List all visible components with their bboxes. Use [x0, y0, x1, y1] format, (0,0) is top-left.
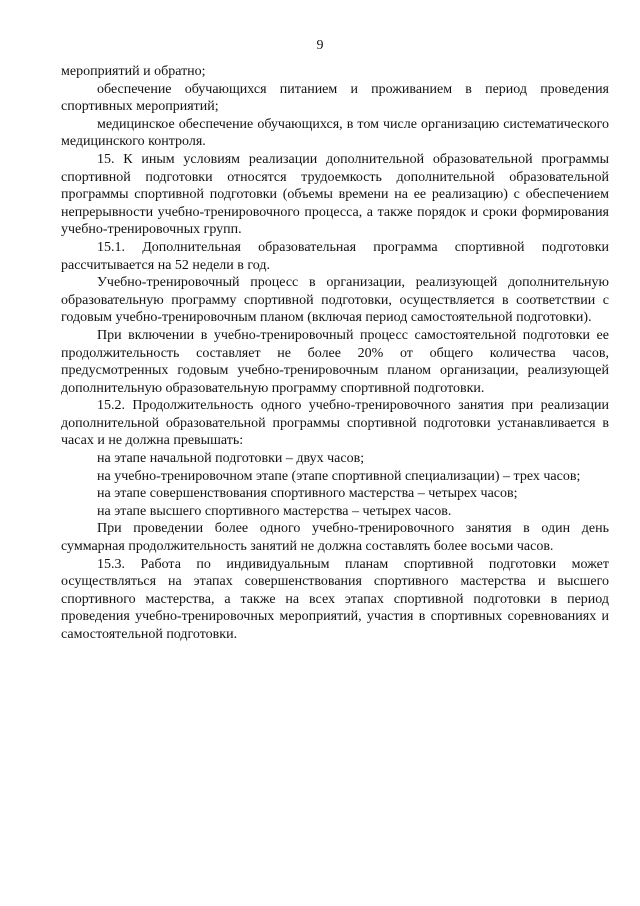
paragraph-section-15-3: 15.3. Работа по индивидуальным планам спортивной подготовки может осуществляться на этапах совершенствования спортивного мастерства и высшего спортивного мастерства, а также на всех этапах спортивной подготовки в период проведения учебно-тренировочных мероприятий, участия в спортивных соревнованиях и самостоятельной подготовки.	[61, 556, 609, 642]
paragraph-multiple-sessions: При проведении более одного учебно-тренировочного занятия в один день суммарная продолжительность занятий не должна составлять более восьми часов.	[61, 521, 609, 555]
list-item-initial-stage: на этапе начальной подготовки – двух часов;	[97, 451, 365, 467]
paragraph-self-preparation: При включении в учебно-тренировочный процесс самостоятельной подготовки ее продолжительность составляет не более 20% от общего количества часов, предусмотренных годовым учебно-тренировочным планом организации, реализующей дополнительную образовательную программу спортивной подготовки.	[61, 327, 609, 396]
page-number: 9	[316, 38, 324, 53]
paragraph-section-15: 15. К иным условиям реализации дополнительной образовательной программы спортивной подготовки относятся трудоемкость дополнительной образовательной программы спортивной подготовки (объемы времени на ее реализацию) с обеспечением непрерывности учебно-тренировочного процесса, а также порядок и сроки формирования учебно-тренировочных групп.	[61, 151, 609, 238]
list-item-highest-mastery-stage: на этапе высшего спортивного мастерства – четырех часов.	[97, 503, 452, 519]
paragraph-section-15-1: 15.1. Дополнительная образовательная программа спортивной подготовки рассчитывается на 52 недели в год.	[61, 239, 609, 273]
paragraph-continuation: мероприятий и обратно;	[61, 64, 206, 79]
paragraph-meals-accommodation: обеспечение обучающихся питанием и проживанием в период проведения спортивных мероприятий;	[61, 81, 609, 115]
document-body	[61, 63, 609, 644]
list-item-improvement-stage: на этапе совершенствования спортивного мастерства – четырех часов;	[97, 486, 518, 502]
paragraph-section-15-2: 15.2. Продолжительность одного учебно-тренировочного занятия при реализации дополнительной образовательной программы спортивной подготовки устанавливается в часах и не должна превышать:	[61, 398, 609, 449]
list-item-training-stage: на учебно-тренировочном этапе (этапе спортивной специализации) – трех часов;	[97, 468, 581, 484]
paragraph-medical-support: медицинское обеспечение обучающихся, в том числе организацию систематического медицинского контроля.	[61, 116, 609, 150]
paragraph-training-process: Учебно-тренировочный процесс в организации, реализующей дополнительную образовательную программу спортивной подготовки, осуществляется в соответствии с годовым учебно-тренировочным планом (включая период самостоятельной подготовки).	[61, 275, 609, 326]
